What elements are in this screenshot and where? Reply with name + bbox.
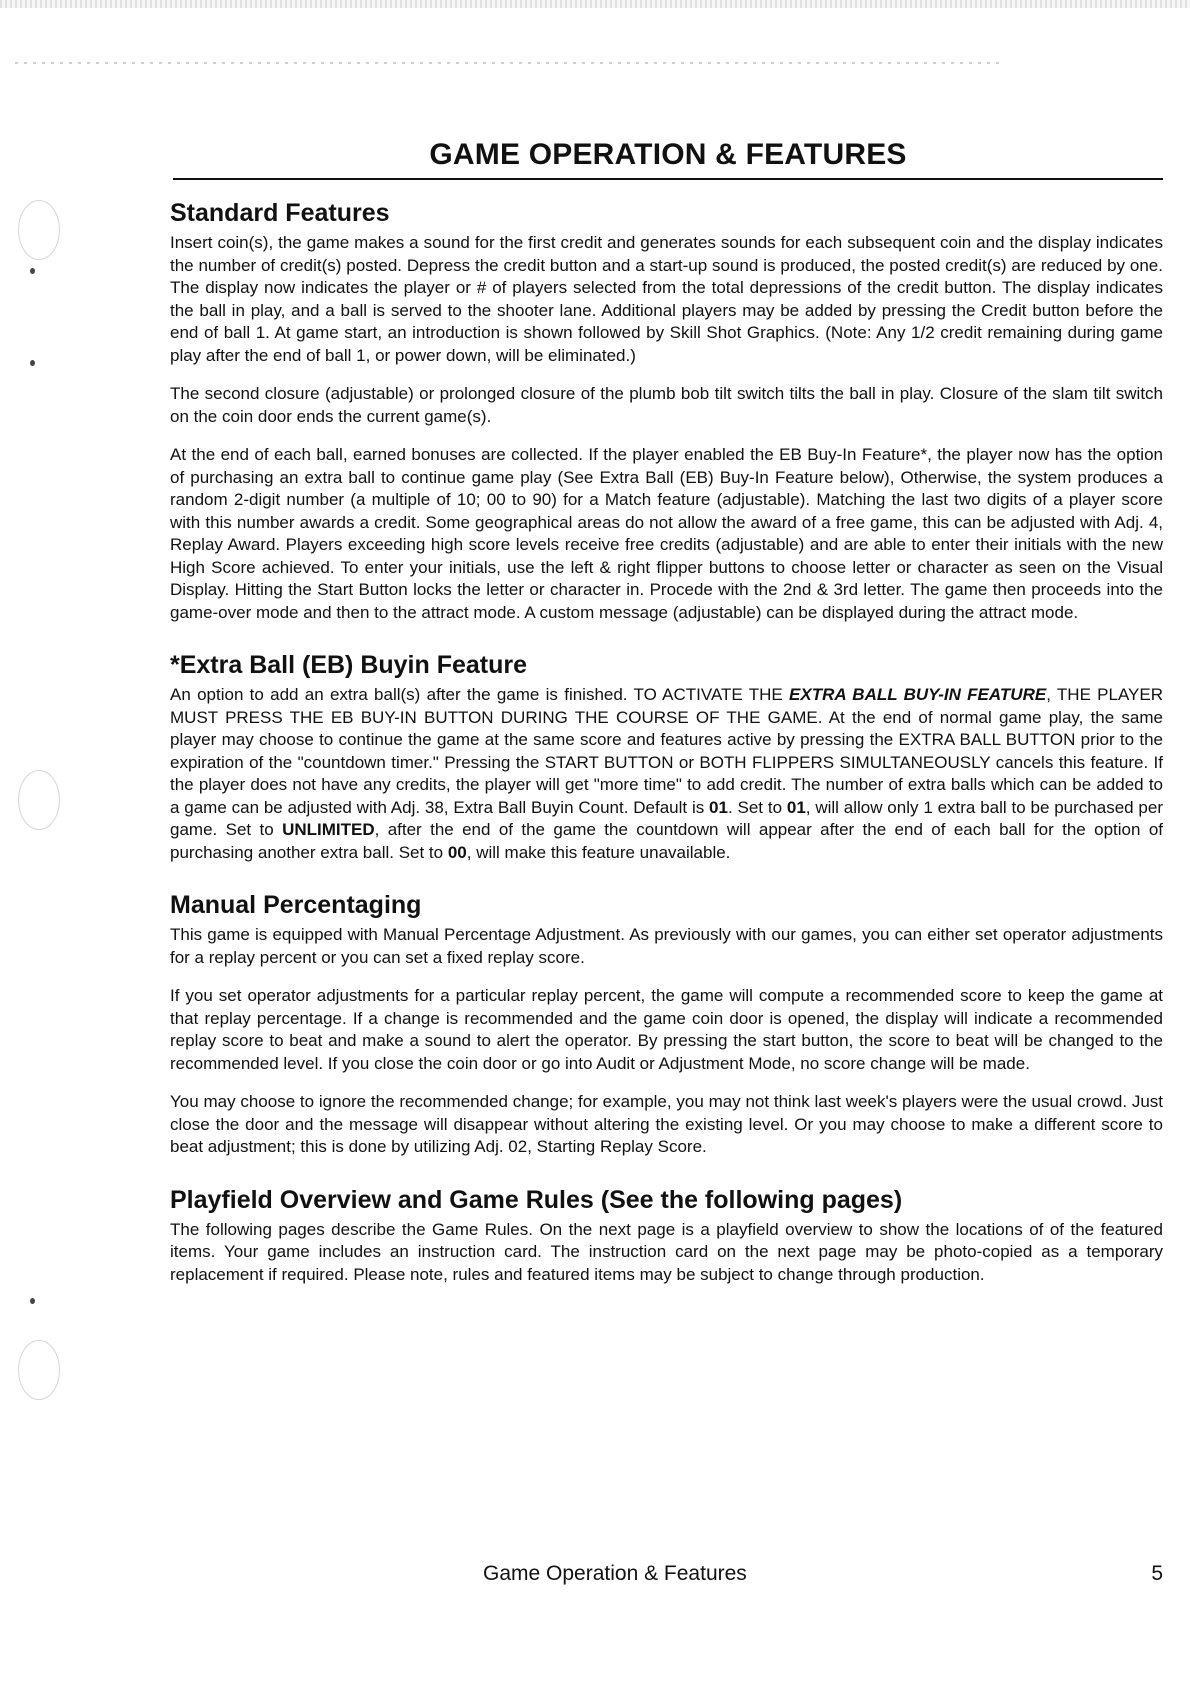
page-number: 5 xyxy=(1151,1562,1163,1585)
bold-value: 00 xyxy=(447,842,467,862)
text-run: , THE PLAYER MUST PRESS THE EB BUY-IN BUTTON DURING THE COURSE OF THE GAME. At the end of normal game play, the same player may choose to continue the game at the same score and features active by pressing the EXTRA BALL BUTTON prior to the expiration of the "countdown timer." Pressing the START BUTTON or BOTH FLIPPERS SIMULTANEOUSLY cancels this feature. If the player does not have any credits, the player will get "more time" to add credit. The number of extra balls which can be added to a game can be adjusted with Adj. 38, Extra Ball Buyin Count. Default is xyxy=(170,685,1164,817)
section-extra-ball xyxy=(170,650,1163,864)
paragraph: Insert coin(s), the game makes a sound for the first credit and generates sounds for each subsequent coin and the display indicates the number of credit(s) posted. Depress the credit button and a start-up sound is produced, the posted credit(s) are reduced by one. The display now indicates the player or # of players selected from the total depressions of the credit button. The display indicates the ball in play, and a ball is served to the shooter lane. Additional players may be added by pressing the Credit button before the end of ball 1. At game start, an introduction is shown followed by Skill Shot Graphics. (Note: Any 1/2 credit remaining during game play after the end of ball 1, or power down, will be eliminated.) xyxy=(170,233,1163,365)
scan-edge xyxy=(0,0,1190,8)
page-content xyxy=(170,198,1163,1302)
paragraph: At the end of each ball, earned bonuses are collected. If the player enabled the EB Buy-In Feature*, the player now has the option of purchasing an extra ball to continue game play (See Extra Ball (EB) Buy-In Feature below), Otherwise, the system produces a random 2-digit number (a multiple of 10; 00 to 90) for a Match feature (adjustable). Matching the last two digits of a player score with this number awards a credit. Some geographical areas do not allow the award of a free game, this can be adjusted with Adj. 4, Replay Award. Players exceeding high score levels receive free credits (adjustable) and are able to enter their initials with the new High Score achieved. To enter your initials, use the left & right flipper buttons to choose letter or character as seen on the Visual Display. Hitting the Start Button locks the letter or character in. Procede with the 2nd & 3rd letter. The game then proceeds into the game-over mode and then to the attract mode. A custom message (adjustable) can be displayed during the attract mode. xyxy=(170,445,1163,622)
paragraph: If you set operator adjustments for a particular replay percent, the game will compute a recommended score to keep the game at that replay percentage. If a change is recommended and the game coin door is opened, the display will indicate a recommended replay score to beat and make a sound to alert the operator. By pressing the start button, the score to beat will be changed to the recommended level. If you close the coin door or go into Audit or Adjustment Mode, no score change will be made. xyxy=(170,986,1163,1073)
paragraph: This game is equipped with Manual Percentage Adjustment. As previously with our games, you can either set operator adjustments for a replay percent or you can set a fixed replay score. xyxy=(170,925,1163,967)
text-run: , after the end of the game the countdown will appear after the end of each ball for the option of purchasing another extra ball. Set to xyxy=(170,820,1163,862)
paragraph: You may choose to ignore the recommended change; for example, you may not think last week's players were the usual crowd. Just close the door and the message will disappear without altering the existing level. Or you may choose to make a different score to beat adjustment; this is done by utilizing Adj. 02, Starting Replay Score. xyxy=(170,1092,1163,1156)
title-rule xyxy=(173,178,1163,180)
bold-value: 01 xyxy=(786,797,806,817)
scan-speck xyxy=(30,268,35,274)
section-standard-features xyxy=(170,198,1163,624)
paragraph: The second closure (adjustable) or prolonged closure of the plumb bob tilt switch tilts the ball in play. Closure of the slam tilt switch on the coin door ends the current game(s). xyxy=(170,384,1163,426)
paragraph: The following pages describe the Game Rules. On the next page is a playfield overview to show the locations of of the featured items. Your game includes an instruction card. The instruction card on the next page may be photo-copied as a temporary replacement if required. Please note, rules and featured items may be subject to change through production. xyxy=(170,1219,1163,1284)
emphasis-text: EXTRA BALL BUY-IN FEATURE xyxy=(789,685,1047,704)
paragraph xyxy=(170,684,1163,864)
scan-noise-line xyxy=(15,62,1005,64)
section-manual-percentaging xyxy=(170,890,1163,1159)
page-title: GAME OPERATION & FEATURES xyxy=(429,138,907,171)
section-playfield-overview xyxy=(170,1185,1163,1287)
scan-speck xyxy=(30,360,35,366)
text-run: , will allow only 1 extra ball to be purchased per game. Set to xyxy=(170,797,1163,839)
section-heading: Standard Features xyxy=(170,199,390,227)
text-run: . Set to xyxy=(727,797,787,817)
section-heading: Manual Percentaging xyxy=(170,891,422,919)
binder-hole xyxy=(18,1340,60,1400)
scan-speck xyxy=(30,1298,35,1304)
bold-value: 01 xyxy=(709,797,728,817)
text-run: , will make this feature unavailable. xyxy=(466,842,731,862)
section-heading: *Extra Ball (EB) Buyin Feature xyxy=(170,651,528,679)
text-run: An option to add an extra ball(s) after the game is finished. TO ACTIVATE THE xyxy=(170,685,790,704)
bold-value: UNLIMITED xyxy=(282,820,375,839)
section-heading: Playfield Overview and Game Rules (See the following pages) xyxy=(170,1185,903,1214)
binder-hole xyxy=(18,200,60,260)
footer-title: Game Operation & Features xyxy=(483,1562,747,1585)
binder-hole xyxy=(18,770,60,830)
